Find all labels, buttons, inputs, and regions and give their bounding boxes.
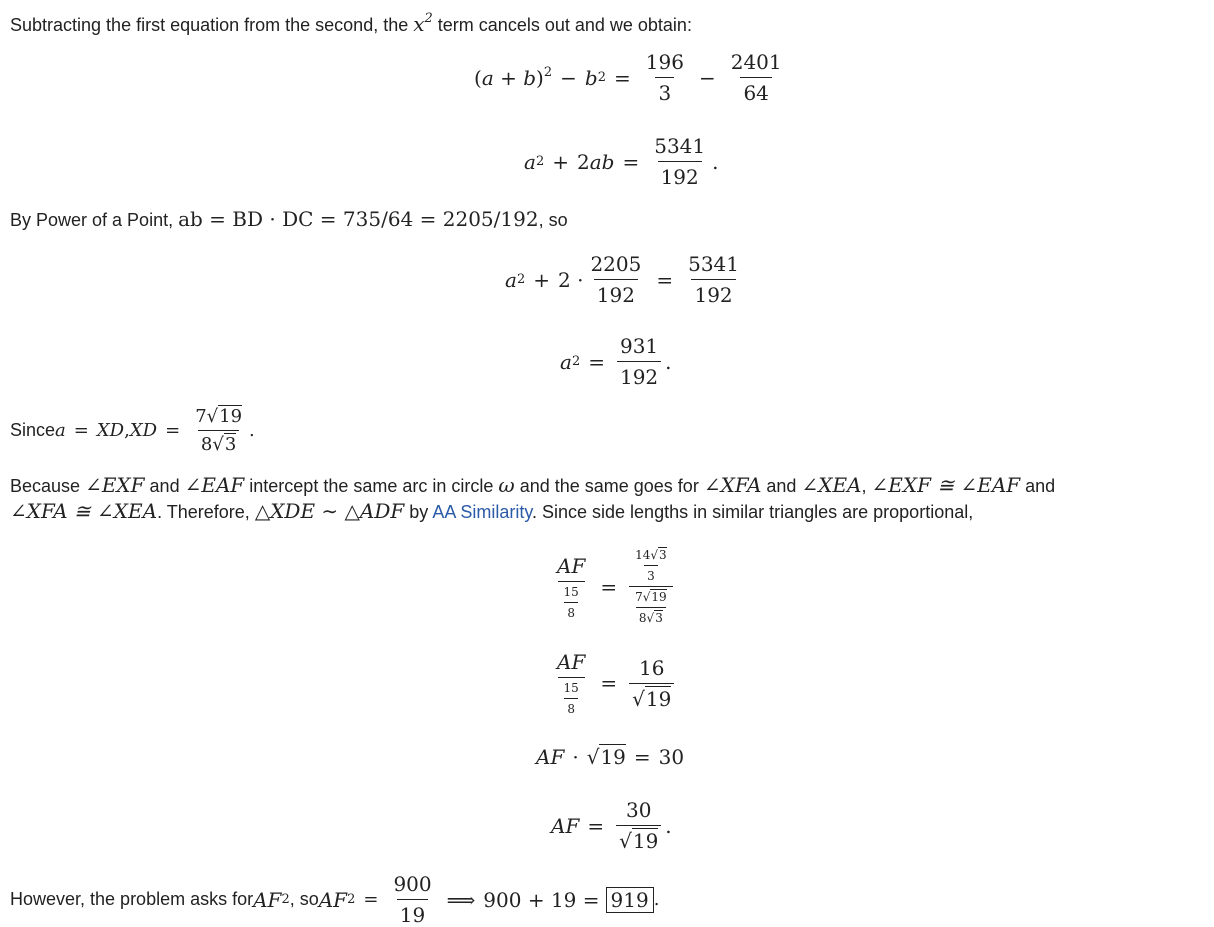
equation-a-squared: a 2 = $\frac{931}{192}$ . bbox=[560, 334, 672, 389]
equation-difference: $(a + b)^2$ − b 2 = $\frac{196}{3}$ − $\frac{2401}{64}$ bbox=[474, 50, 782, 105]
because-paragraph: Because ∠EXF and ∠EAF intercept the same arc in circle ω and the same goes for ∠XFA and ∠XEA, ∠EXF ≅ ∠EAF and bbox=[10, 473, 1056, 497]
equation-af-times-root19: AF · √ 19 = 30 bbox=[536, 744, 685, 769]
equation-proportion: $\frac{AF}{\frac{15}{8}}$ = $\frac{\frac{14√3}{3}}{\frac{7√19}{8√3}}$ bbox=[550, 548, 677, 625]
equation-proportion-simplified: $\frac{AF}{\frac{15}{8}}$ = $\frac{16}{√19}$ bbox=[550, 650, 678, 716]
equation-substitution: a 2 + 2 · $\frac{2205}{192}$ = $\frac{5341}{192}$ bbox=[505, 252, 740, 307]
intro-paragraph: Subtracting the first equation from the second, the $x^2$ term cancels out and we obtain: bbox=[10, 11, 692, 36]
power-of-point-paragraph: By Power of a Point, ab = BD · DC = 735/64 = 2205/192, so bbox=[10, 207, 568, 231]
final-answer-line: However, the problem asks for AF 2 , so AF 2 = $\frac{900}{19}$ ⟹ 900 + 19 = 919 . bbox=[10, 872, 660, 927]
equation-a-squared-2ab: a 2 + 2 ab = $\frac{5341}{192}$ . bbox=[524, 134, 719, 189]
therefore-paragraph: ∠XFA ≅ ∠XEA. Therefore, △XDE ∼ △ADF by AA Similarity. Since side lengths in similar triangles are proportional, bbox=[10, 499, 974, 523]
answer-box: 919 bbox=[606, 887, 654, 913]
equation-af-value: AF = $\frac{30}{√19}$ . bbox=[551, 798, 672, 853]
since-xd-line: Since a = XD , XD = $\frac{7√19}{8√3}$ . bbox=[10, 406, 255, 455]
x-squared-inline: $x^2$ bbox=[413, 11, 433, 36]
aa-similarity-link[interactable]: AA Similarity bbox=[432, 502, 532, 522]
